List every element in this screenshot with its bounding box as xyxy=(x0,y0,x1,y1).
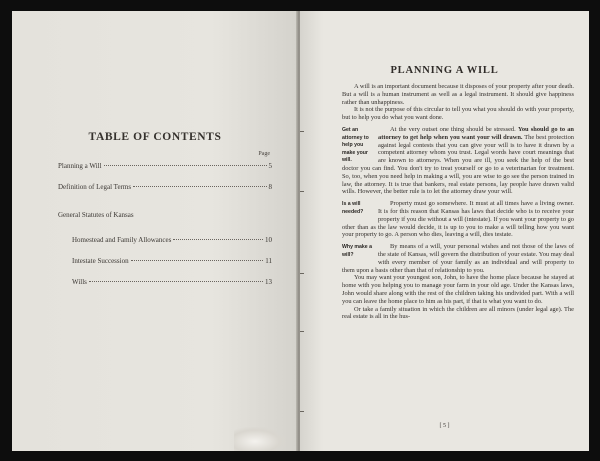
toc-entry-label: Definition of Legal Terms xyxy=(58,183,132,191)
toc-leader-dots xyxy=(104,165,267,166)
section-will-needed xyxy=(342,200,574,239)
toc-entry-label: Homestead and Family Allowances xyxy=(72,236,172,244)
margin-note: Get an attorney to help you make your will. xyxy=(342,126,369,164)
toc-title: TABLE OF CONTENTS xyxy=(88,131,222,143)
toc-leader-dots xyxy=(131,260,264,261)
toc-entry-page: 10 xyxy=(265,236,272,244)
toc-entry-page: 11 xyxy=(265,257,272,265)
page-number: [ 5 ] xyxy=(439,423,450,429)
margin-note: Why make a will? xyxy=(342,244,372,258)
paragraph-rest: The best protection against legal contests that you can give your will is to have it drawn by a competent attorney whom you trust. Legal words have court meanings that are known to attorneys. When you are ill, you seek the help of the best doctor you can find. You don't try to treat yourself or go to a veterinarian for treatment. So, too, when you need help in making a will, you are wise to go see the person trained in law, the attorney. It is true that bankers, real estate persons, lay people have drawn valid wills. However, the better rule is to let the attorney draw your will. xyxy=(342,133,574,196)
body-text xyxy=(342,83,574,321)
binding-mark xyxy=(300,131,304,132)
section-why-will xyxy=(342,243,574,274)
toc-leader-dots xyxy=(173,239,263,240)
left-page xyxy=(12,11,298,451)
bold-advice: You should go to an attorney to get help when you want your will drawn. xyxy=(378,125,574,141)
paragraph: Or take a family situation in which the children are all minors (under legal age). The real estate is all in the hus- xyxy=(342,305,574,321)
toc-entry-label: Wills xyxy=(72,278,87,286)
binding-mark xyxy=(300,331,304,332)
toc-section-heading: General Statutes of Kansas xyxy=(58,211,134,219)
toc-entry xyxy=(58,162,272,172)
toc-leader-dots xyxy=(133,186,266,187)
paragraph: By means of a will, your personal wishes and not those of the laws of the state of Kansas, will govern the distribution of your estate. You may deal with every member of your family as an individual and will property to them upon a basis other than that of relationship to you. xyxy=(342,243,574,274)
binding-mark xyxy=(300,411,304,412)
section-attorney xyxy=(342,126,574,196)
paragraph: Property must go somewhere. It must at all times have a living owner. It is for this reason that Kansas has laws that decide who is to receive your property if you die without a will (intestate). If you want your property to go other than as the law would decide, it is up to you to make a will telling how you want your property to go. A person who dies, leaving a will, dies testate. xyxy=(342,200,574,239)
booklet-spread xyxy=(12,11,589,451)
toc-leader-dots xyxy=(89,281,263,282)
binding-mark xyxy=(300,191,304,192)
toc-entry-page: 13 xyxy=(265,278,272,286)
toc-subentry xyxy=(72,257,272,267)
toc-entry-label: Planning a Will xyxy=(58,162,102,170)
paragraph-lead: At the very outset one thing should be stressed. xyxy=(390,125,516,133)
paper-stain xyxy=(234,427,286,451)
toc-entry-page: 8 xyxy=(268,183,272,191)
right-page xyxy=(300,11,589,451)
binding-mark xyxy=(300,273,304,274)
paragraph xyxy=(342,126,574,196)
toc-entry-page: 5 xyxy=(268,162,272,170)
paragraph: A will is an important document because it disposes of your property after your death. But a will is a human instrument as well as a legal instrument. It should give happiness rather than unhappiness. xyxy=(342,83,574,106)
toc-entry xyxy=(58,183,272,193)
toc-subentry xyxy=(72,236,272,246)
margin-note: Is a will needed? xyxy=(342,201,364,215)
toc-page-header: Page xyxy=(258,151,270,157)
paragraph: You may want your youngest son, John, to have the home place because he stayed at home with you helping you to manage your farm in your old age. Under the Kansas laws, John would share along with the rest of the children taking his undivided part. With a will you can leave the home place to him as his part, if that is what you want to do. xyxy=(342,274,574,305)
toc-entry-label: Intestate Succession xyxy=(72,257,129,265)
toc-subentry xyxy=(72,278,272,288)
page-title: PLANNING A WILL xyxy=(390,65,499,76)
paragraph: It is not the purpose of this circular to tell you what you should do with your property, but to help you do what you want done. xyxy=(342,106,574,122)
